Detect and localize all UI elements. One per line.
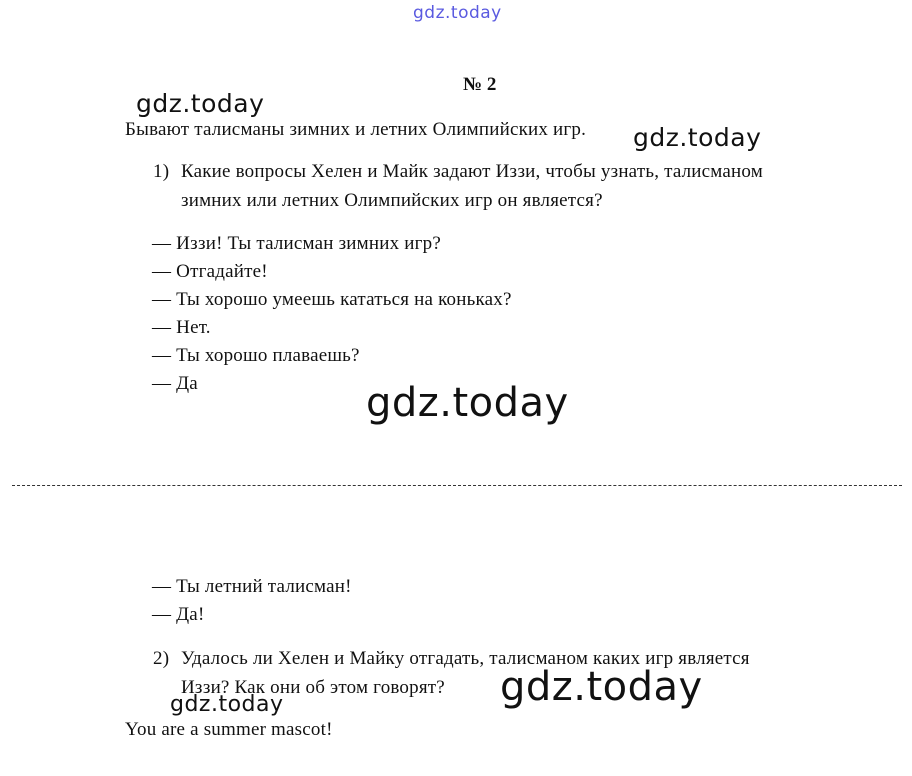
question-1-line-1: Какие вопросы Хелен и Майк задают Иззи, чтобы узнать, талисманом <box>181 161 763 182</box>
page-divider <box>12 485 902 486</box>
question-2-line-1: Удалось ли Хелен и Майку отгадать, талисманом каких игр является <box>181 648 750 669</box>
watermark: gdz.today <box>366 380 569 426</box>
watermark: gdz.today <box>170 692 284 717</box>
question-2-line-2: Иззи? Как они об этом говорят? <box>181 677 445 698</box>
dialogue-line: — Нет. <box>152 317 211 338</box>
watermark: gdz.today <box>500 664 703 710</box>
dialogue-line: — Да <box>152 373 198 394</box>
dialogue-line: — Ты летний талисман! <box>152 576 352 597</box>
watermark: gdz.today <box>136 89 265 118</box>
watermark-top: gdz.today <box>413 3 502 23</box>
question-1-line-2: зимних или летних Олимпийских игр он является? <box>181 190 603 211</box>
dialogue-line: — Иззи! Ты талисман зимних игр? <box>152 233 441 254</box>
dialogue-line: — Да! <box>152 604 205 625</box>
question-2-number: 2) <box>153 648 170 669</box>
intro-text: Бывают талисманы зимних и летних Олимпийских игр. <box>125 119 587 140</box>
question-1-number: 1) <box>153 161 170 182</box>
exercise-title: № 2 <box>463 74 497 95</box>
watermark: gdz.today <box>633 123 762 152</box>
dialogue-line: — Ты хорошо умеешь кататься на коньках? <box>152 289 512 310</box>
dialogue-line: — Отгадайте! <box>152 261 268 282</box>
dialogue-line: — Ты хорошо плаваешь? <box>152 345 360 366</box>
answer-text: You are a summer mascot! <box>125 719 333 740</box>
